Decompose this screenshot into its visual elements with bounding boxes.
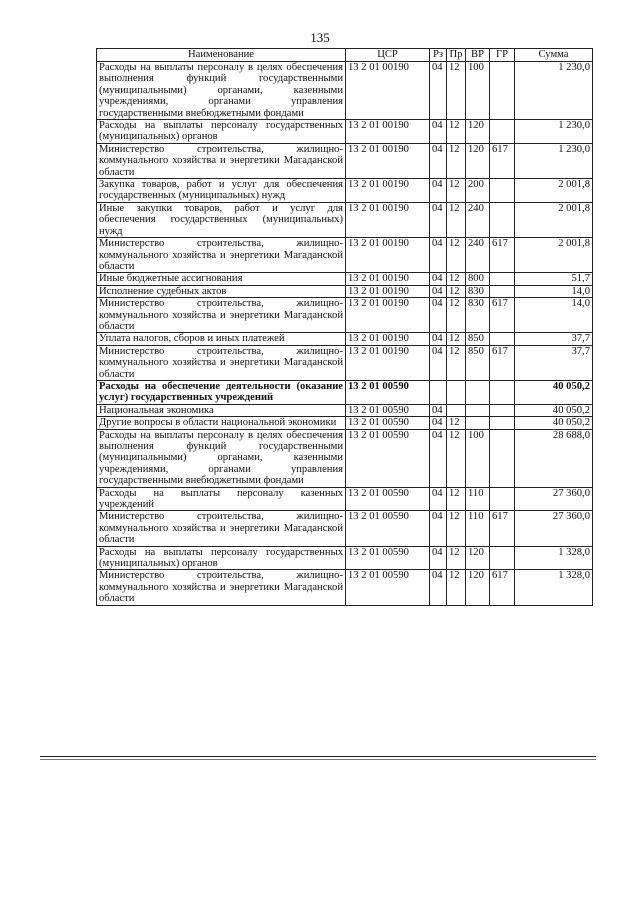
cell-csr: 13 2 01 00190 [346, 273, 430, 285]
cell-rz: 04 [430, 143, 447, 178]
cell-vr: 240 [466, 202, 490, 237]
cell-vr: 110 [466, 511, 490, 546]
cell-csr: 13 2 01 00590 [346, 511, 430, 546]
cell-vr: 100 [466, 429, 490, 487]
cell-name: Министерство строительства, жилищно-коммунального хозяйства и энергетики Магаданской области [97, 298, 346, 333]
cell-sum: 27 360,0 [515, 487, 593, 511]
header-gr: ГР [490, 49, 515, 62]
cell-gr: 617 [490, 143, 515, 178]
cell-pr: 12 [447, 417, 466, 429]
cell-vr: 110 [466, 487, 490, 511]
cell-gr [490, 333, 515, 345]
cell-vr: 100 [466, 62, 490, 120]
cell-gr [490, 380, 515, 404]
cell-vr: 800 [466, 273, 490, 285]
header-name: Наименование [97, 49, 346, 62]
cell-gr [490, 285, 515, 297]
table-row [97, 143, 593, 178]
cell-pr: 12 [447, 345, 466, 380]
header-csr: ЦСР [346, 49, 430, 62]
cell-name: Уплата налогов, сборов и иных платежей [97, 333, 346, 345]
footer-divider [40, 756, 596, 757]
cell-vr [466, 404, 490, 416]
cell-rz [430, 380, 447, 404]
cell-name: Расходы на выплаты персоналу казенных учреждений [97, 487, 346, 511]
cell-csr: 13 2 01 00190 [346, 333, 430, 345]
cell-rz: 04 [430, 179, 447, 203]
cell-sum: 1 328,0 [515, 546, 593, 570]
cell-csr: 13 2 01 00590 [346, 380, 430, 404]
cell-pr: 12 [447, 511, 466, 546]
header-vr: ВР [466, 49, 490, 62]
cell-pr: 12 [447, 333, 466, 345]
cell-csr: 13 2 01 00190 [346, 238, 430, 273]
cell-rz: 04 [430, 404, 447, 416]
table-row [97, 546, 593, 570]
cell-vr: 120 [466, 120, 490, 144]
cell-sum: 1 230,0 [515, 143, 593, 178]
cell-rz: 04 [430, 487, 447, 511]
cell-pr: 12 [447, 179, 466, 203]
cell-gr [490, 202, 515, 237]
cell-gr [490, 273, 515, 285]
footer-divider-thin [40, 759, 596, 760]
cell-name: Иные закупки товаров, работ и услуг для обеспечения государственных (муниципальных) нужд [97, 202, 346, 237]
cell-name: Исполнение судебных актов [97, 285, 346, 297]
cell-sum: 27 360,0 [515, 511, 593, 546]
table-row [97, 62, 593, 120]
table-row [97, 179, 593, 203]
cell-vr: 120 [466, 143, 490, 178]
header-sum: Сумма [515, 49, 593, 62]
cell-rz: 04 [430, 285, 447, 297]
header-rz: Рз [430, 49, 447, 62]
cell-sum: 37,7 [515, 345, 593, 380]
cell-name: Министерство строительства, жилищно-коммунального хозяйства и энергетики Магаданской области [97, 570, 346, 605]
table-row [97, 417, 593, 429]
cell-name: Министерство строительства, жилищно-коммунального хозяйства и энергетики Магаданской области [97, 143, 346, 178]
cell-csr: 13 2 01 00190 [346, 298, 430, 333]
cell-gr: 617 [490, 298, 515, 333]
cell-gr: 617 [490, 570, 515, 605]
cell-gr [490, 429, 515, 487]
table-body [97, 62, 593, 606]
cell-pr: 12 [447, 120, 466, 144]
cell-pr: 12 [447, 429, 466, 487]
table-row [97, 298, 593, 333]
cell-name: Министерство строительства, жилищно-коммунального хозяйства и энергетики Магаданской области [97, 345, 346, 380]
cell-name: Расходы на выплаты персоналу в целях обеспечения выполнения функций государственными (муниципальными) органами, казенными учреждениями, органами управления государственными внебюджетными фондами [97, 429, 346, 487]
cell-gr [490, 62, 515, 120]
table-row [97, 570, 593, 605]
cell-rz: 04 [430, 298, 447, 333]
cell-csr: 13 2 01 00590 [346, 487, 430, 511]
cell-rz: 04 [430, 62, 447, 120]
cell-csr: 13 2 01 00190 [346, 179, 430, 203]
cell-name: Иные бюджетные ассигнования [97, 273, 346, 285]
cell-vr: 200 [466, 179, 490, 203]
cell-name: Министерство строительства, жилищно-коммунального хозяйства и энергетики Магаданской области [97, 511, 346, 546]
table-header-row [97, 49, 593, 62]
cell-gr: 617 [490, 345, 515, 380]
cell-pr: 12 [447, 238, 466, 273]
header-pr: Пр [447, 49, 466, 62]
cell-csr: 13 2 01 00190 [346, 285, 430, 297]
cell-gr: 617 [490, 238, 515, 273]
cell-name: Закупка товаров, работ и услуг для обеспечения государственных (муниципальных) нужд [97, 179, 346, 203]
cell-sum: 40 050,2 [515, 404, 593, 416]
cell-sum: 1 328,0 [515, 570, 593, 605]
table-row [97, 273, 593, 285]
cell-gr [490, 120, 515, 144]
cell-csr: 13 2 01 00190 [346, 62, 430, 120]
cell-gr [490, 404, 515, 416]
cell-sum: 2 001,8 [515, 179, 593, 203]
cell-csr: 13 2 01 00190 [346, 143, 430, 178]
cell-name: Расходы на выплаты персоналу государственных (муниципальных) органов [97, 120, 346, 144]
cell-name: Другие вопросы в области национальной экономики [97, 417, 346, 429]
cell-name: Расходы на выплаты персоналу в целях обеспечения выполнения функций государственными (муниципальными) органами, казенными учреждениями, органами управления государственными внебюджетными фондами [97, 62, 346, 120]
cell-rz: 04 [430, 546, 447, 570]
table-row [97, 238, 593, 273]
cell-pr: 12 [447, 285, 466, 297]
cell-rz: 04 [430, 202, 447, 237]
cell-csr: 13 2 01 00190 [346, 345, 430, 380]
cell-rz: 04 [430, 345, 447, 380]
cell-gr [490, 546, 515, 570]
cell-pr: 12 [447, 143, 466, 178]
cell-pr: 12 [447, 202, 466, 237]
cell-gr: 617 [490, 511, 515, 546]
cell-vr [466, 380, 490, 404]
cell-vr: 120 [466, 546, 490, 570]
cell-pr: 12 [447, 273, 466, 285]
cell-csr: 13 2 01 00190 [346, 120, 430, 144]
cell-vr: 850 [466, 345, 490, 380]
cell-rz: 04 [430, 417, 447, 429]
cell-pr: 12 [447, 570, 466, 605]
cell-pr: 12 [447, 546, 466, 570]
cell-sum: 37,7 [515, 333, 593, 345]
cell-sum: 28 688,0 [515, 429, 593, 487]
cell-vr: 120 [466, 570, 490, 605]
cell-csr: 13 2 01 00590 [346, 546, 430, 570]
cell-gr [490, 179, 515, 203]
cell-rz: 04 [430, 429, 447, 487]
cell-sum: 40 050,2 [515, 417, 593, 429]
cell-sum: 14,0 [515, 285, 593, 297]
table-row [97, 487, 593, 511]
cell-gr [490, 417, 515, 429]
cell-name: Министерство строительства, жилищно-коммунального хозяйства и энергетики Магаданской области [97, 238, 346, 273]
table-row [97, 333, 593, 345]
cell-csr: 13 2 01 00590 [346, 417, 430, 429]
cell-csr: 13 2 01 00590 [346, 404, 430, 416]
cell-pr: 12 [447, 487, 466, 511]
table-row [97, 285, 593, 297]
cell-sum: 51,7 [515, 273, 593, 285]
cell-csr: 13 2 01 00190 [346, 202, 430, 237]
cell-rz: 04 [430, 570, 447, 605]
cell-csr: 13 2 01 00590 [346, 429, 430, 487]
page-number: 135 [310, 30, 330, 45]
cell-vr [466, 417, 490, 429]
budget-table [96, 48, 593, 606]
cell-sum: 2 001,8 [515, 238, 593, 273]
table-row [97, 202, 593, 237]
cell-vr: 830 [466, 285, 490, 297]
cell-sum: 14,0 [515, 298, 593, 333]
cell-pr: 12 [447, 62, 466, 120]
cell-pr [447, 404, 466, 416]
cell-vr: 240 [466, 238, 490, 273]
cell-csr: 13 2 01 00590 [346, 570, 430, 605]
cell-sum: 1 230,0 [515, 120, 593, 144]
cell-name: Расходы на выплаты персоналу государственных (муниципальных) органов [97, 546, 346, 570]
table-row [97, 511, 593, 546]
table-row [97, 380, 593, 404]
table-row [97, 345, 593, 380]
cell-vr: 850 [466, 333, 490, 345]
cell-sum: 40 050,2 [515, 380, 593, 404]
table-row [97, 404, 593, 416]
table-row [97, 429, 593, 487]
cell-rz: 04 [430, 511, 447, 546]
cell-pr [447, 380, 466, 404]
cell-sum: 1 230,0 [515, 62, 593, 120]
cell-rz: 04 [430, 273, 447, 285]
cell-name: Национальная экономика [97, 404, 346, 416]
cell-pr: 12 [447, 298, 466, 333]
table-row [97, 120, 593, 144]
cell-gr [490, 487, 515, 511]
cell-rz: 04 [430, 333, 447, 345]
cell-vr: 830 [466, 298, 490, 333]
cell-name: Расходы на обеспечение деятельности (оказание услуг) государственных учреждений [97, 380, 346, 404]
cell-rz: 04 [430, 238, 447, 273]
cell-rz: 04 [430, 120, 447, 144]
cell-sum: 2 001,8 [515, 202, 593, 237]
